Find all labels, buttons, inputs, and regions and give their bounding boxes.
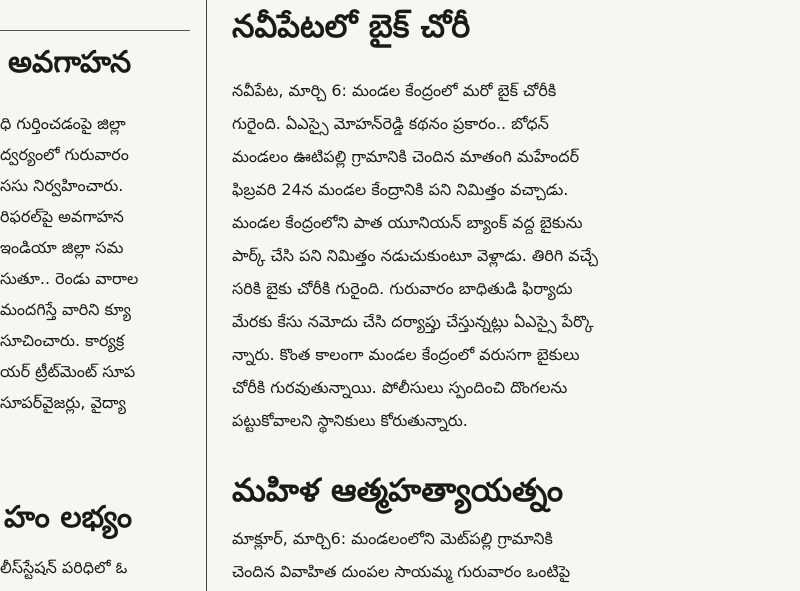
article-1-line: ఫిబ్రవరి 24న మండల కేంద్రానికి పని నిమిత్తం వచ్చాడు. <box>232 180 569 199</box>
article-2-body <box>232 522 780 588</box>
left-line: యర్ ట్రీట్‌మెంట్ సూప <box>0 362 136 381</box>
left-article-body <box>0 108 190 418</box>
left-column <box>0 0 190 591</box>
article-2-line: మాక్లూర్, మార్చి6: మండలంలోని మెట్‌పల్లి గ్రామానికి <box>232 529 553 548</box>
left-line: ధి గుర్తించడంపై జిల్లా <box>0 114 126 133</box>
article-1-line: సరికి బైకు చోరీకి గురైంది. గురువారం బాధితుడి ఫిర్యాదు <box>232 279 573 298</box>
column-divider <box>206 0 207 591</box>
article-1-headline: నవీపేటలో బైక్ చోరీ <box>232 7 471 45</box>
left-line: ససు నిర్వహించారు. <box>0 176 124 195</box>
article-1-line: గురైంది. ఏఎస్సై మోహన్‌రెడ్డి కథనం ప్రకారం.. బోధన్ <box>232 114 549 133</box>
article-1-line: మండల కేంద్రంలోని పాత యూనియన్ బ్యాంక్ వద్ద బైకును <box>232 213 583 232</box>
left-top-text <box>0 6 190 30</box>
left-line: ద్వర్యంలో గురువారం <box>0 145 129 164</box>
left-line: రిఫరల్‌పై అవగాహన <box>0 207 124 226</box>
article-1-body <box>232 74 780 437</box>
left-line: సూచించారు. కార్యక్ర <box>0 331 125 350</box>
left-heading-2: హం లభ్యం <box>4 500 133 535</box>
article-2-headline: మహిళ ఆత్మహత్యాయత్నం <box>232 471 564 509</box>
article-1-line: మేరకు కేసు నమోదు చేసి దర్యాప్తు చేస్తున్నట్లు ఏఎస్సై పేర్కొ <box>232 312 594 331</box>
article-1-line: పార్క్ చేసి పని నిమిత్తం నడుచుకుంటూ వెళ్లాడు. తిరిగి వచ్చే <box>232 246 599 265</box>
right-column <box>226 0 786 591</box>
article-2-line: చెందిన వివాహిత దుంపల సాయమ్మ గురువారం ఒంటిపై <box>232 562 571 581</box>
left-line: సుతూ.. రెండు వారాల <box>0 269 139 288</box>
article-1-line: న్నారు. కొంత కాలంగా మండల కేంద్రంలో వరుసగా బైకులు <box>232 345 580 364</box>
article-1-line: పట్టుకోవాలని స్థానికులు కోరుతున్నారు. <box>232 411 468 430</box>
left-column-rule <box>0 30 190 31</box>
left-line: ఇండియా జిల్లా సమ <box>0 238 124 257</box>
left-heading-1: అవగాహన <box>8 45 132 80</box>
article-1-line: చోరీకి గురవుతున్నాయి. పోలీసులు స్పందించి దొంగలను <box>232 378 568 397</box>
article-1-line: మండలం ఊటిపల్లి గ్రామానికి చెందిన మాతంగి మహేందర్ <box>232 147 580 166</box>
left-line: మందగిస్తే వారిని క్యూ <box>0 300 131 319</box>
left-last-line: లీస్‌స్టేషన్ పరిధిలో ఓ <box>0 558 128 577</box>
article-1-line: నవీపేట, మార్చి 6: మండల కేంద్రంలో మరో బైక్ చోరీకి <box>232 81 557 100</box>
left-line: సూపర్‌వైజర్లు, వైద్యా <box>0 393 126 412</box>
